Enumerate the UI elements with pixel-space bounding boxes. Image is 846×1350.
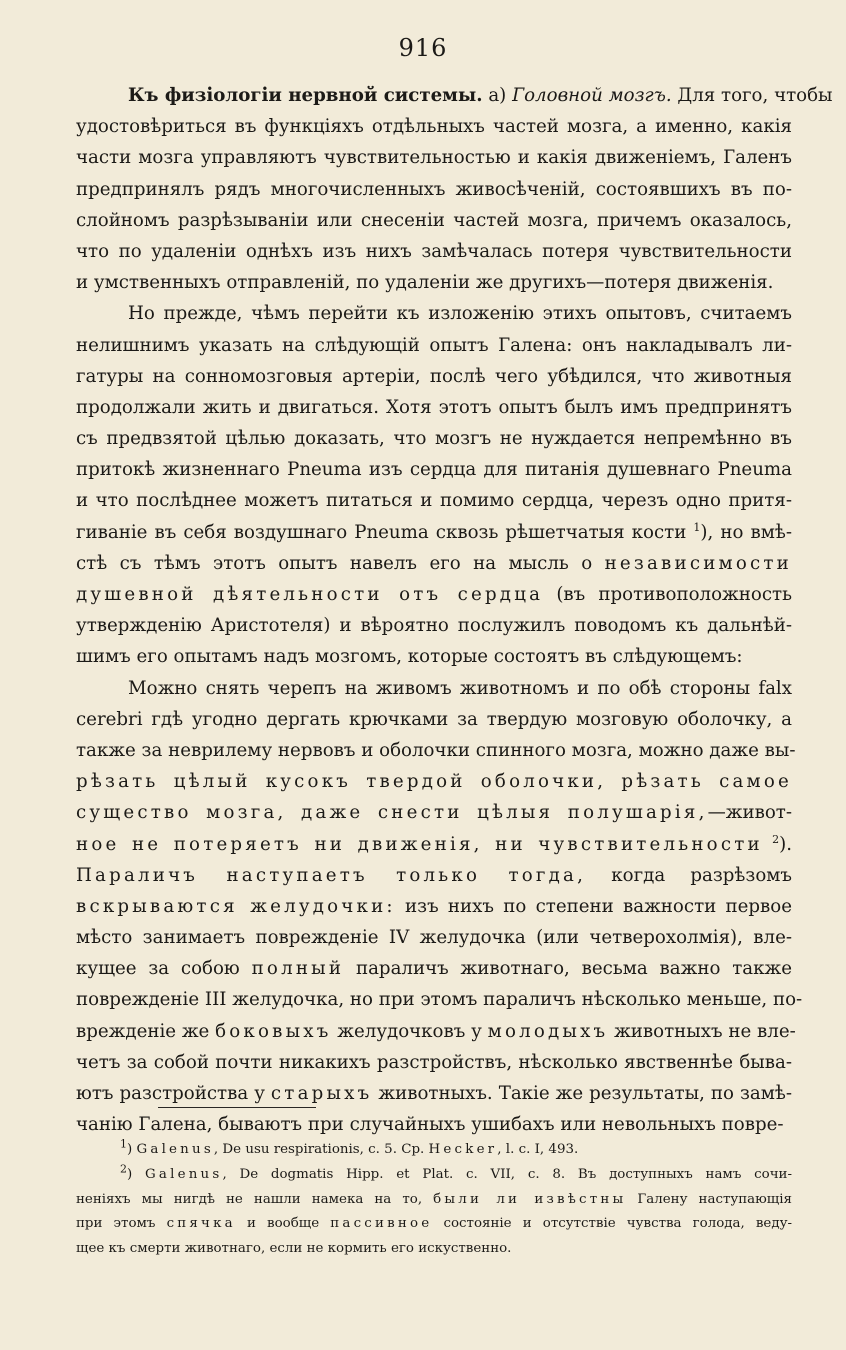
text-run: предпринялъ рядъ многочисленныхъ живосѣченій, состоявшихъ въ по- (76, 178, 792, 200)
text-run: независимости (604, 552, 792, 574)
text-run: (въ противоположность (543, 584, 792, 605)
text-line (76, 267, 792, 298)
text-line (76, 922, 792, 953)
footnote-ref: 2 (772, 832, 780, 846)
text-line (76, 829, 792, 860)
text-run: пассивное (330, 1216, 433, 1232)
text-run (763, 834, 772, 855)
paragraph-2 (76, 298, 792, 672)
text-run: ), но вмѣ- (700, 521, 792, 543)
page-number: 916 (398, 34, 448, 62)
text-run: при этомъ (76, 1216, 167, 1232)
text-run: притокѣ жизненнаго Pneuma изъ сердца для питанія душевнаго Pneuma (76, 459, 792, 481)
text-line (76, 1138, 792, 1163)
text-line (76, 298, 792, 329)
text-run: чанію Галена, бываютъ при случайныхъ ушибахъ или невольныхъ повре- (76, 1114, 784, 1136)
text-line (76, 766, 792, 797)
text-line (76, 579, 792, 610)
text-line (76, 111, 792, 142)
text-run: врежденіе же (76, 1020, 216, 1042)
text-line (76, 610, 792, 641)
text-run: были ли извѣстны (433, 1191, 627, 1207)
text-run: Для того, чтобы (671, 85, 833, 106)
text-line (76, 735, 796, 766)
footnote-2 (76, 1163, 792, 1262)
text-line (76, 236, 792, 267)
text-line (76, 1078, 792, 1109)
text-run: , l. c. I, 493. (497, 1142, 579, 1157)
text-run: вскрываются желудочки: (76, 895, 396, 917)
footnote-ref: 1 (120, 1137, 127, 1151)
text-line (76, 984, 803, 1015)
text-run: щее къ смерти животнаго, если не кормить его искуственно. (76, 1241, 512, 1257)
text-run: Параличъ наступаетъ только тогда, (76, 864, 587, 886)
text-run: также за неврилему нервовъ и оболочки спинного мозга, можно даже вы- (76, 739, 796, 761)
text-run: состояніе и отсутствіе чувства голода, веду- (432, 1216, 792, 1232)
text-run: а) (482, 85, 513, 106)
text-line (76, 361, 792, 392)
text-run: молодыхъ (487, 1020, 609, 1042)
text-line (76, 548, 792, 579)
footnote-ref: 1 (693, 520, 701, 534)
text-line (76, 142, 792, 173)
text-run: Можно снять черепъ на живомъ животномъ и по обѣ стороны falx (128, 677, 792, 699)
text-run: Hecker (428, 1142, 498, 1157)
paragraph-3 (76, 673, 803, 1141)
text-run: части мозга управляютъ чувствительностью и какія движеніемъ, Галенъ (76, 147, 792, 169)
text-line (76, 860, 792, 891)
text-run: Galenus (136, 1142, 214, 1157)
text-run: гиваніе въ себя воздушнаго Pneuma сквозь рѣшетчатыя кости (76, 521, 694, 543)
text-line (76, 517, 792, 548)
text-run: боковыхъ (215, 1020, 332, 1042)
text-run: существо мозга, даже снести цѣлыя полушарія, (76, 802, 708, 824)
text-run: Галену наступающія (626, 1191, 792, 1207)
text-line (76, 704, 792, 735)
text-run: мѣсто занимаетъ поврежденіе IV желудочка (или четверохолмія), вле- (76, 927, 792, 949)
footnote-separator (158, 1107, 316, 1108)
text-run: слойномъ разрѣзываніи или снесеніи частей мозга, причемъ оказалось, (76, 209, 792, 231)
text-run: изъ нихъ по степени важности первое (395, 895, 792, 917)
text-line (76, 641, 792, 672)
text-run: душевной дѣятельности отъ сердца (76, 584, 544, 605)
footnote-1 (76, 1138, 792, 1163)
text-run: утвержденію Аристотеля) и вѣроятно послужилъ поводомъ къ дальнѣй- (76, 615, 792, 637)
text-run: ). (779, 833, 792, 855)
text-run: желудочковъ у (331, 1020, 488, 1042)
text-run: что по удаленіи однѣхъ изъ нихъ замѣчалась потеря чувствительности (76, 240, 792, 262)
text-run: когда разрѣзомъ (586, 864, 792, 886)
text-run: , De usu respirationis, c. 5. Ср. (213, 1142, 429, 1157)
text-line (76, 485, 792, 516)
text-run: Головной мозгъ. (512, 85, 672, 106)
text-line (76, 454, 792, 485)
text-run: стѣ съ тѣмъ этотъ опытъ навелъ его на мысль о (76, 552, 605, 574)
text-run: Къ физіологіи нервной системы. (128, 85, 483, 106)
text-run: поврежденіе III желудочка, но при этомъ параличъ нѣсколько меньше, по- (76, 989, 803, 1011)
text-line (76, 1016, 796, 1047)
text-run: ) (127, 1142, 137, 1157)
text-run: Galenus (145, 1166, 223, 1182)
text-line (76, 80, 833, 111)
text-run: нелишнимъ указать на слѣдующій опытъ Галена: онъ накладывалъ ли- (76, 334, 792, 356)
text-line (76, 673, 792, 704)
text-line (76, 1047, 792, 1078)
footnotes (76, 1138, 792, 1262)
text-run: ) (127, 1166, 146, 1182)
paragraph-1 (76, 80, 833, 298)
text-line (76, 392, 792, 423)
text-line (76, 1237, 792, 1262)
text-run: —живот- (707, 802, 792, 824)
text-run: Но прежде, чѣмъ перейти къ изложенію этихъ опытовъ, считаемъ (128, 303, 792, 325)
text-run: ютъ разстройства у (76, 1083, 271, 1104)
text-run: спячка (166, 1216, 236, 1232)
text-line (76, 1212, 792, 1237)
text-run: четъ за собой почти никакихъ разстройствъ, нѣсколько явственнѣе быва- (76, 1051, 792, 1073)
text-line (76, 205, 792, 236)
text-line (76, 797, 792, 828)
text-line (76, 330, 792, 361)
text-run: cerebri гдѣ угодно дергать крючками за твердую мозговую оболочку, а (76, 708, 792, 730)
text-run: полный (251, 958, 345, 980)
text-line (76, 1163, 792, 1188)
text-run: рѣзать цѣлый кусокъ твердой оболочки, рѣзать самое (76, 771, 792, 793)
text-run: параличъ животнаго, весьма важно также (344, 958, 792, 980)
text-run: продолжали жить и двигаться. Хотя этотъ опытъ былъ имъ предпринятъ (76, 396, 792, 418)
text-run: гатуры на сонномозговыя артеріи, послѣ чего убѣдился, что животныя (76, 365, 792, 387)
text-run: животныхъ. Такіе же результаты, по замѣ- (372, 1083, 792, 1104)
text-line (76, 174, 792, 205)
body-text (76, 80, 833, 1140)
text-run: удостовѣриться въ функціяхъ отдѣльныхъ частей мозга, а именно, какія (76, 116, 792, 138)
text-run: кущее за собою (76, 958, 252, 980)
text-line (76, 891, 792, 922)
footnote-ref: 2 (120, 1162, 127, 1176)
text-line (76, 953, 792, 984)
text-run: ное не потеряетъ ни движенія, ни чувствительности (76, 833, 763, 855)
text-run: и вообще (235, 1216, 331, 1232)
text-run: неніяхъ мы нигдѣ не нашли намека на то, (76, 1191, 434, 1207)
text-line (76, 423, 792, 454)
text-line (76, 1188, 792, 1213)
text-run: старыхъ (270, 1083, 373, 1104)
text-run: и умственныхъ отправленій, по удаленіи же другихъ—потеря движенія. (76, 272, 774, 294)
text-run: шимъ его опытамъ надъ мозгомъ, которые состоятъ въ слѣдующемъ: (76, 646, 743, 668)
text-run: и что послѣднее можетъ питаться и помимо сердца, черезъ одно притя- (76, 490, 792, 512)
text-run: животныхъ не вле- (608, 1020, 796, 1042)
text-run: съ предвзятой цѣлью доказать, что мозгъ не нуждается непремѣнно въ (76, 428, 792, 450)
text-run: , De dogmatis Hipp. et Plat. c. VII, c. 8. Въ доступныхъ намъ сочи- (222, 1166, 792, 1182)
text-line (76, 1109, 792, 1140)
